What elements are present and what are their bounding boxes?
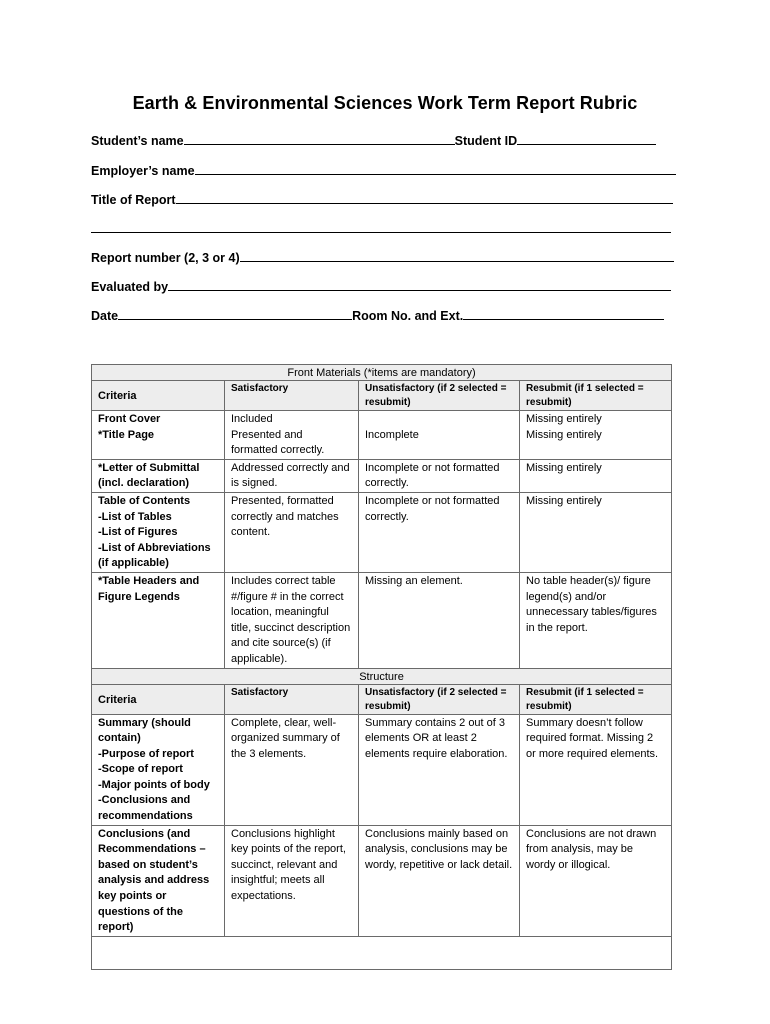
title-of-report-continuation-row — [91, 219, 671, 236]
resubmit-cell — [520, 411, 672, 460]
criteria-line: -Purpose of report — [98, 747, 194, 760]
student-id-label: Student ID — [454, 134, 518, 148]
title-of-report-row — [91, 190, 673, 207]
employer-name-row — [91, 161, 676, 178]
unsatisfactory-cell: Conclusions mainly based on analysis, conclusions may be wordy, repetitive or lack detail. — [359, 825, 520, 936]
unsatisfactory-cell: Missing an element. — [359, 572, 520, 668]
resubmit-cell: Missing entirely — [520, 459, 672, 492]
structure-banner-row — [92, 668, 672, 684]
room-field[interactable] — [463, 306, 664, 320]
cell-line: Incomplete — [365, 428, 419, 441]
criteria-line: Table of Contents — [98, 494, 191, 507]
criteria-cell: Conclusions (and Recommendations – based on student’s analysis and address key points or questions of the report) — [92, 825, 225, 936]
table-row — [92, 492, 672, 572]
satisfactory-cell: Includes correct table #/figure # in the correct location, meaningful title, succinct description and cite source(s) (if applicable). — [225, 572, 359, 668]
table-row — [92, 572, 672, 668]
header-criteria: Criteria — [92, 684, 225, 714]
employer-name-field[interactable] — [195, 161, 676, 175]
satisfactory-cell: Conclusions highlight key points of the report, succinct, relevant and insightful; meets all expectations. — [225, 825, 359, 936]
title-of-report-field[interactable] — [176, 190, 673, 204]
table-row — [92, 411, 672, 460]
table-row — [92, 714, 672, 825]
student-name-label: Student’s name — [91, 134, 184, 148]
unsatisfactory-cell: Summary contains 2 out of 3 elements OR at least 2 elements require elaboration. — [359, 714, 520, 825]
criteria-line: -Conclusions and recommendations — [98, 794, 193, 823]
empty-cell — [92, 936, 672, 969]
table-row — [92, 459, 672, 492]
criteria-line: Front Cover — [98, 413, 161, 425]
unsatisfactory-cell: Incomplete or not formatted correctly. — [359, 492, 520, 572]
satisfactory-cell — [225, 411, 359, 460]
criteria-cell — [92, 411, 225, 460]
criteria-line: -Scope of report — [98, 763, 183, 776]
criteria-line: -List of Tables — [98, 510, 172, 523]
criteria-line: -List of Abbreviations (if applicable) — [98, 541, 211, 570]
room-label: Room No. and Ext. — [352, 309, 464, 323]
header-satisfactory: Satisfactory — [225, 684, 359, 714]
structure-banner: Structure — [92, 668, 672, 684]
resubmit-cell: No table header(s)/ figure legend(s) and/or unnecessary tables/figures in the report. — [520, 572, 672, 668]
satisfactory-cell: Presented, formatted correctly and matches content. — [225, 492, 359, 572]
date-label: Date — [91, 309, 119, 323]
report-number-field[interactable] — [240, 248, 674, 262]
title-of-report-continuation-field[interactable] — [91, 219, 671, 233]
front-materials-banner-row — [92, 365, 672, 381]
criteria-cell — [92, 714, 225, 825]
criteria-line: Summary (should contain) — [98, 716, 191, 745]
evaluated-by-field[interactable] — [168, 277, 671, 291]
front-materials-header-row — [92, 381, 672, 411]
employer-name-label: Employer’s name — [91, 164, 195, 178]
rubric-table — [91, 364, 672, 970]
header-criteria: Criteria — [92, 381, 225, 411]
unsatisfactory-cell: Incomplete or not formatted correctly. — [359, 459, 520, 492]
cell-line: Presented and formatted correctly. — [231, 428, 325, 457]
title-of-report-label: Title of Report — [91, 193, 176, 207]
cell-line: Missing entirely — [526, 428, 602, 441]
criteria-cell: *Table Headers and Figure Legends — [92, 572, 225, 668]
criteria-line: -Major points of body — [98, 778, 210, 791]
header-satisfactory: Satisfactory — [225, 381, 359, 411]
criteria-line: *Title Page — [98, 428, 155, 441]
criteria-cell — [92, 492, 225, 572]
student-id-field[interactable] — [517, 131, 656, 145]
evaluated-by-row — [91, 277, 671, 294]
report-number-label: Report number (2, 3 or 4) — [91, 251, 240, 265]
date-field[interactable] — [118, 306, 352, 320]
front-materials-banner: Front Materials (*items are mandatory) — [92, 365, 672, 381]
report-number-row — [91, 248, 674, 265]
page-title: Earth & Environmental Sciences Work Term Report Rubric — [132, 93, 638, 113]
student-name-field[interactable] — [184, 131, 455, 145]
resubmit-cell: Summary doesn’t follow required format. Missing 2 or more required elements. — [520, 714, 672, 825]
structure-header-row — [92, 684, 672, 714]
cell-line — [365, 412, 513, 428]
cell-line: Missing entirely — [526, 413, 602, 425]
table-row — [92, 825, 672, 936]
resubmit-cell: Missing entirely — [520, 492, 672, 572]
student-name-row — [91, 131, 656, 148]
satisfactory-cell: Complete, clear, well-organized summary of the 3 elements. — [225, 714, 359, 825]
header-unsatisfactory: Unsatisfactory (if 2 selected = resubmit) — [359, 684, 520, 714]
criteria-line: -List of Figures — [98, 526, 178, 539]
cell-line: Included — [231, 413, 273, 425]
date-room-row — [91, 306, 664, 323]
satisfactory-cell: Addressed correctly and is signed. — [225, 459, 359, 492]
resubmit-cell: Conclusions are not drawn from analysis, may be wordy or illogical. — [520, 825, 672, 936]
header-resubmit: Resubmit (if 1 selected = resubmit) — [520, 684, 672, 714]
header-unsatisfactory: Unsatisfactory (if 2 selected = resubmit) — [359, 381, 520, 411]
criteria-cell: *Letter of Submittal (incl. declaration) — [92, 459, 225, 492]
evaluated-by-label: Evaluated by — [91, 280, 169, 294]
header-resubmit: Resubmit (if 1 selected = resubmit) — [520, 381, 672, 411]
unsatisfactory-cell — [359, 411, 520, 460]
empty-row — [92, 936, 672, 969]
